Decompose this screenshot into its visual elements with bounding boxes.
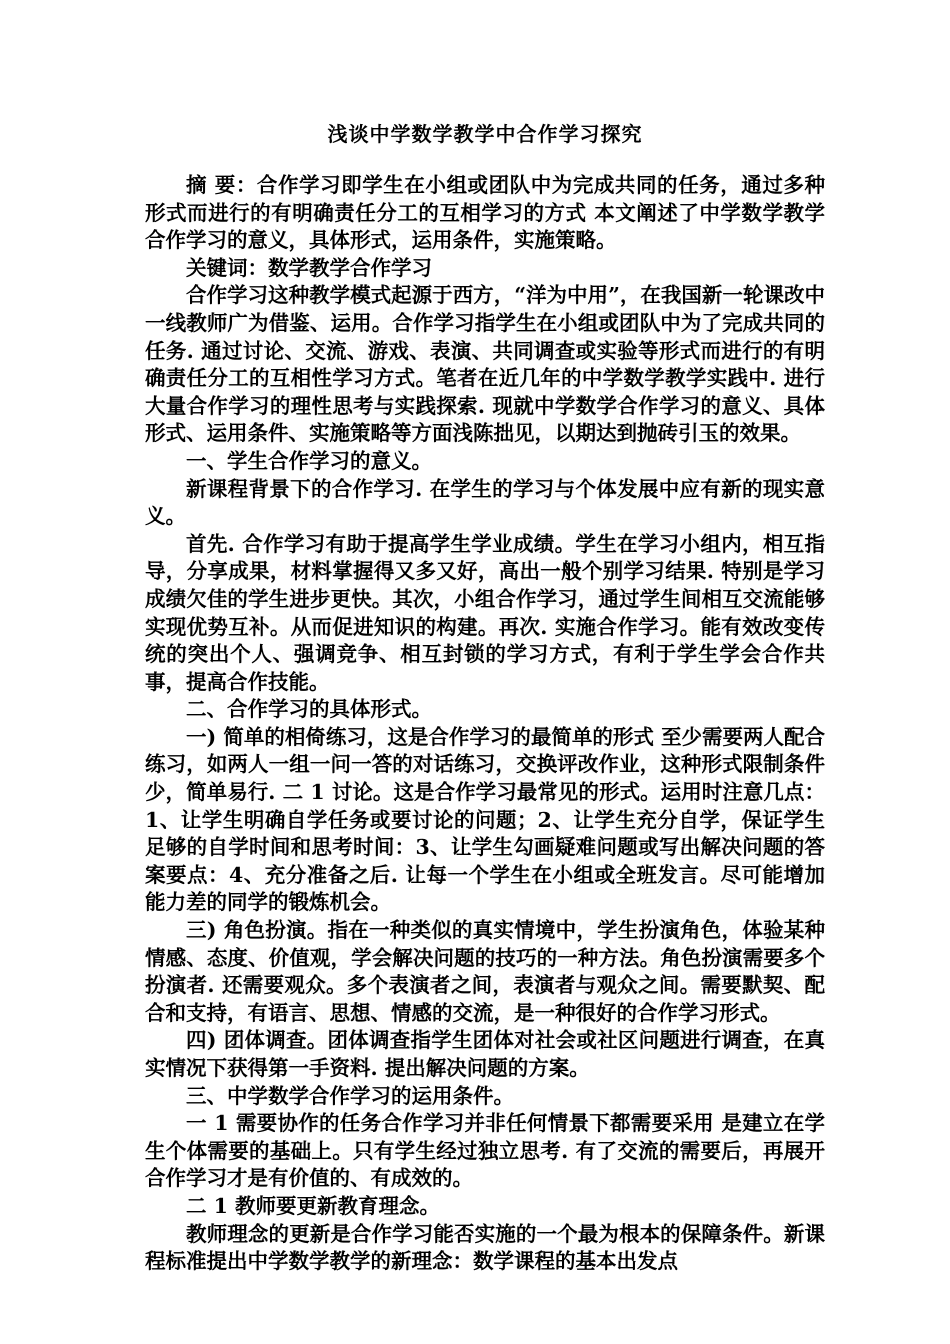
body-paragraph: 教师理念的更新是合作学习能否实施的一个最为根本的保障条件。新课程标准提出中学数学教学的新理念：数学课程的基本出发点 — [145, 1221, 825, 1274]
body-paragraph: 四) 团体调查。团体调查指学生团体对社会或社区问题进行调查，在真实情况下获得第一手资料. 提出解决问题的方案。 — [145, 1028, 825, 1080]
section-heading-1: 一、学生合作学习的意义。 — [186, 448, 432, 473]
intro-paragraph: 合作学习这种教学模式起源于西方，“洋为中用”，在我国新一轮课改中一线教师广为借鉴、运用。合作学习指学生在小组或团队中为了完成共同的任务. 通过讨论、交流、游戏、表演、共同调查或实验等形式而进行的有明确责任分工的互相性学习方式。笔者在近几年的中学数学教学实践中. 进行大量合作学习的理性思考与实践探索. 现就中学数学合作学习的意义、具体形式、运用条件、实施策略等方面浅陈拙见，以期达到抛砖引玉的效果。 — [145, 283, 825, 446]
abstract-paragraph: 摘 要：合作学习即学生在小组或团队中为完成共同的任务，通过多种形式而进行的有明确责任分工的互相学习的方式 本文阐述了中学数学教学合作学习的意义，具体形式，运用条件，实施策略。 — [145, 173, 825, 253]
body-paragraph: 一 1 需要协作的任务合作学习并非任何情景下都需要采用 是建立在学生个体需要的基础上。只有学生经过独立思考. 有了交流的需要后，再展开合作学习才是有价值的、有成效的。 — [145, 1111, 825, 1191]
body-paragraph: 新课程背景下的合作学习. 在学生的学习与个体发展中应有新的现实意义。 — [145, 476, 825, 529]
body-paragraph: 一) 简单的相倚练习，这是合作学习的最简单的形式 至少需要两人配合练习，如两人一组一问一答的对话练习，交换评改作业，这种形式限制条件少，简单易行. 二 1 讨论。这是合作学习最常见的形式。运用时注意几点：1、让学生明确自学任务或要讨论的问题；2、让学生充分自学，保证学生足够的自学时间和思考时间：3、让学生勾画疑难问题或写出解决问题的答案要点：4、充分准备之后. 让每一个学生在小组或全班发言。尽可能增加能力差的同学的锻炼机会。 — [145, 724, 825, 915]
document-title: 浅谈中学数学教学中合作学习探究 — [327, 122, 643, 146]
subsection-heading: 二 1 教师要更新教育理念。 — [186, 1193, 441, 1218]
keywords-paragraph: 关键词：数学教学合作学习 — [186, 255, 432, 280]
body-paragraph: 三) 角色扮演。指在一种类似的真实情境中，学生扮演角色，体验某种情感、态度、价值观，学会解决问题的技巧的一种方法。角色扮演需要多个扮演者. 还需要观众。多个表演者之间，表演者与观众之间。需要默契、配合和支持，有语言、思想、情感的交流，是一种很好的合作学习形式。 — [145, 918, 825, 1025]
section-heading-2: 二、合作学习的具体形式。 — [186, 697, 432, 722]
body-paragraph: 首先. 合作学习有助于提高学生学业成绩。学生在学习小组内，相互指导，分享成果，材料掌握得又多又好，高出一般个别学习结果. 特别是学习成绩欠佳的学生进步更快。其次，小组合作学习，通过学生间相互交流能够实现优势互补。从而促进知识的构建。再次. 实施合作学习。能有效改变传统的突出个人、强调竞争、相互封锁的学习方式，有利于学生学会合作共事，提高合作技能。 — [145, 531, 825, 694]
document-page — [145, 118, 825, 1276]
section-heading-3: 三、中学数学合作学习的运用条件。 — [186, 1083, 514, 1108]
